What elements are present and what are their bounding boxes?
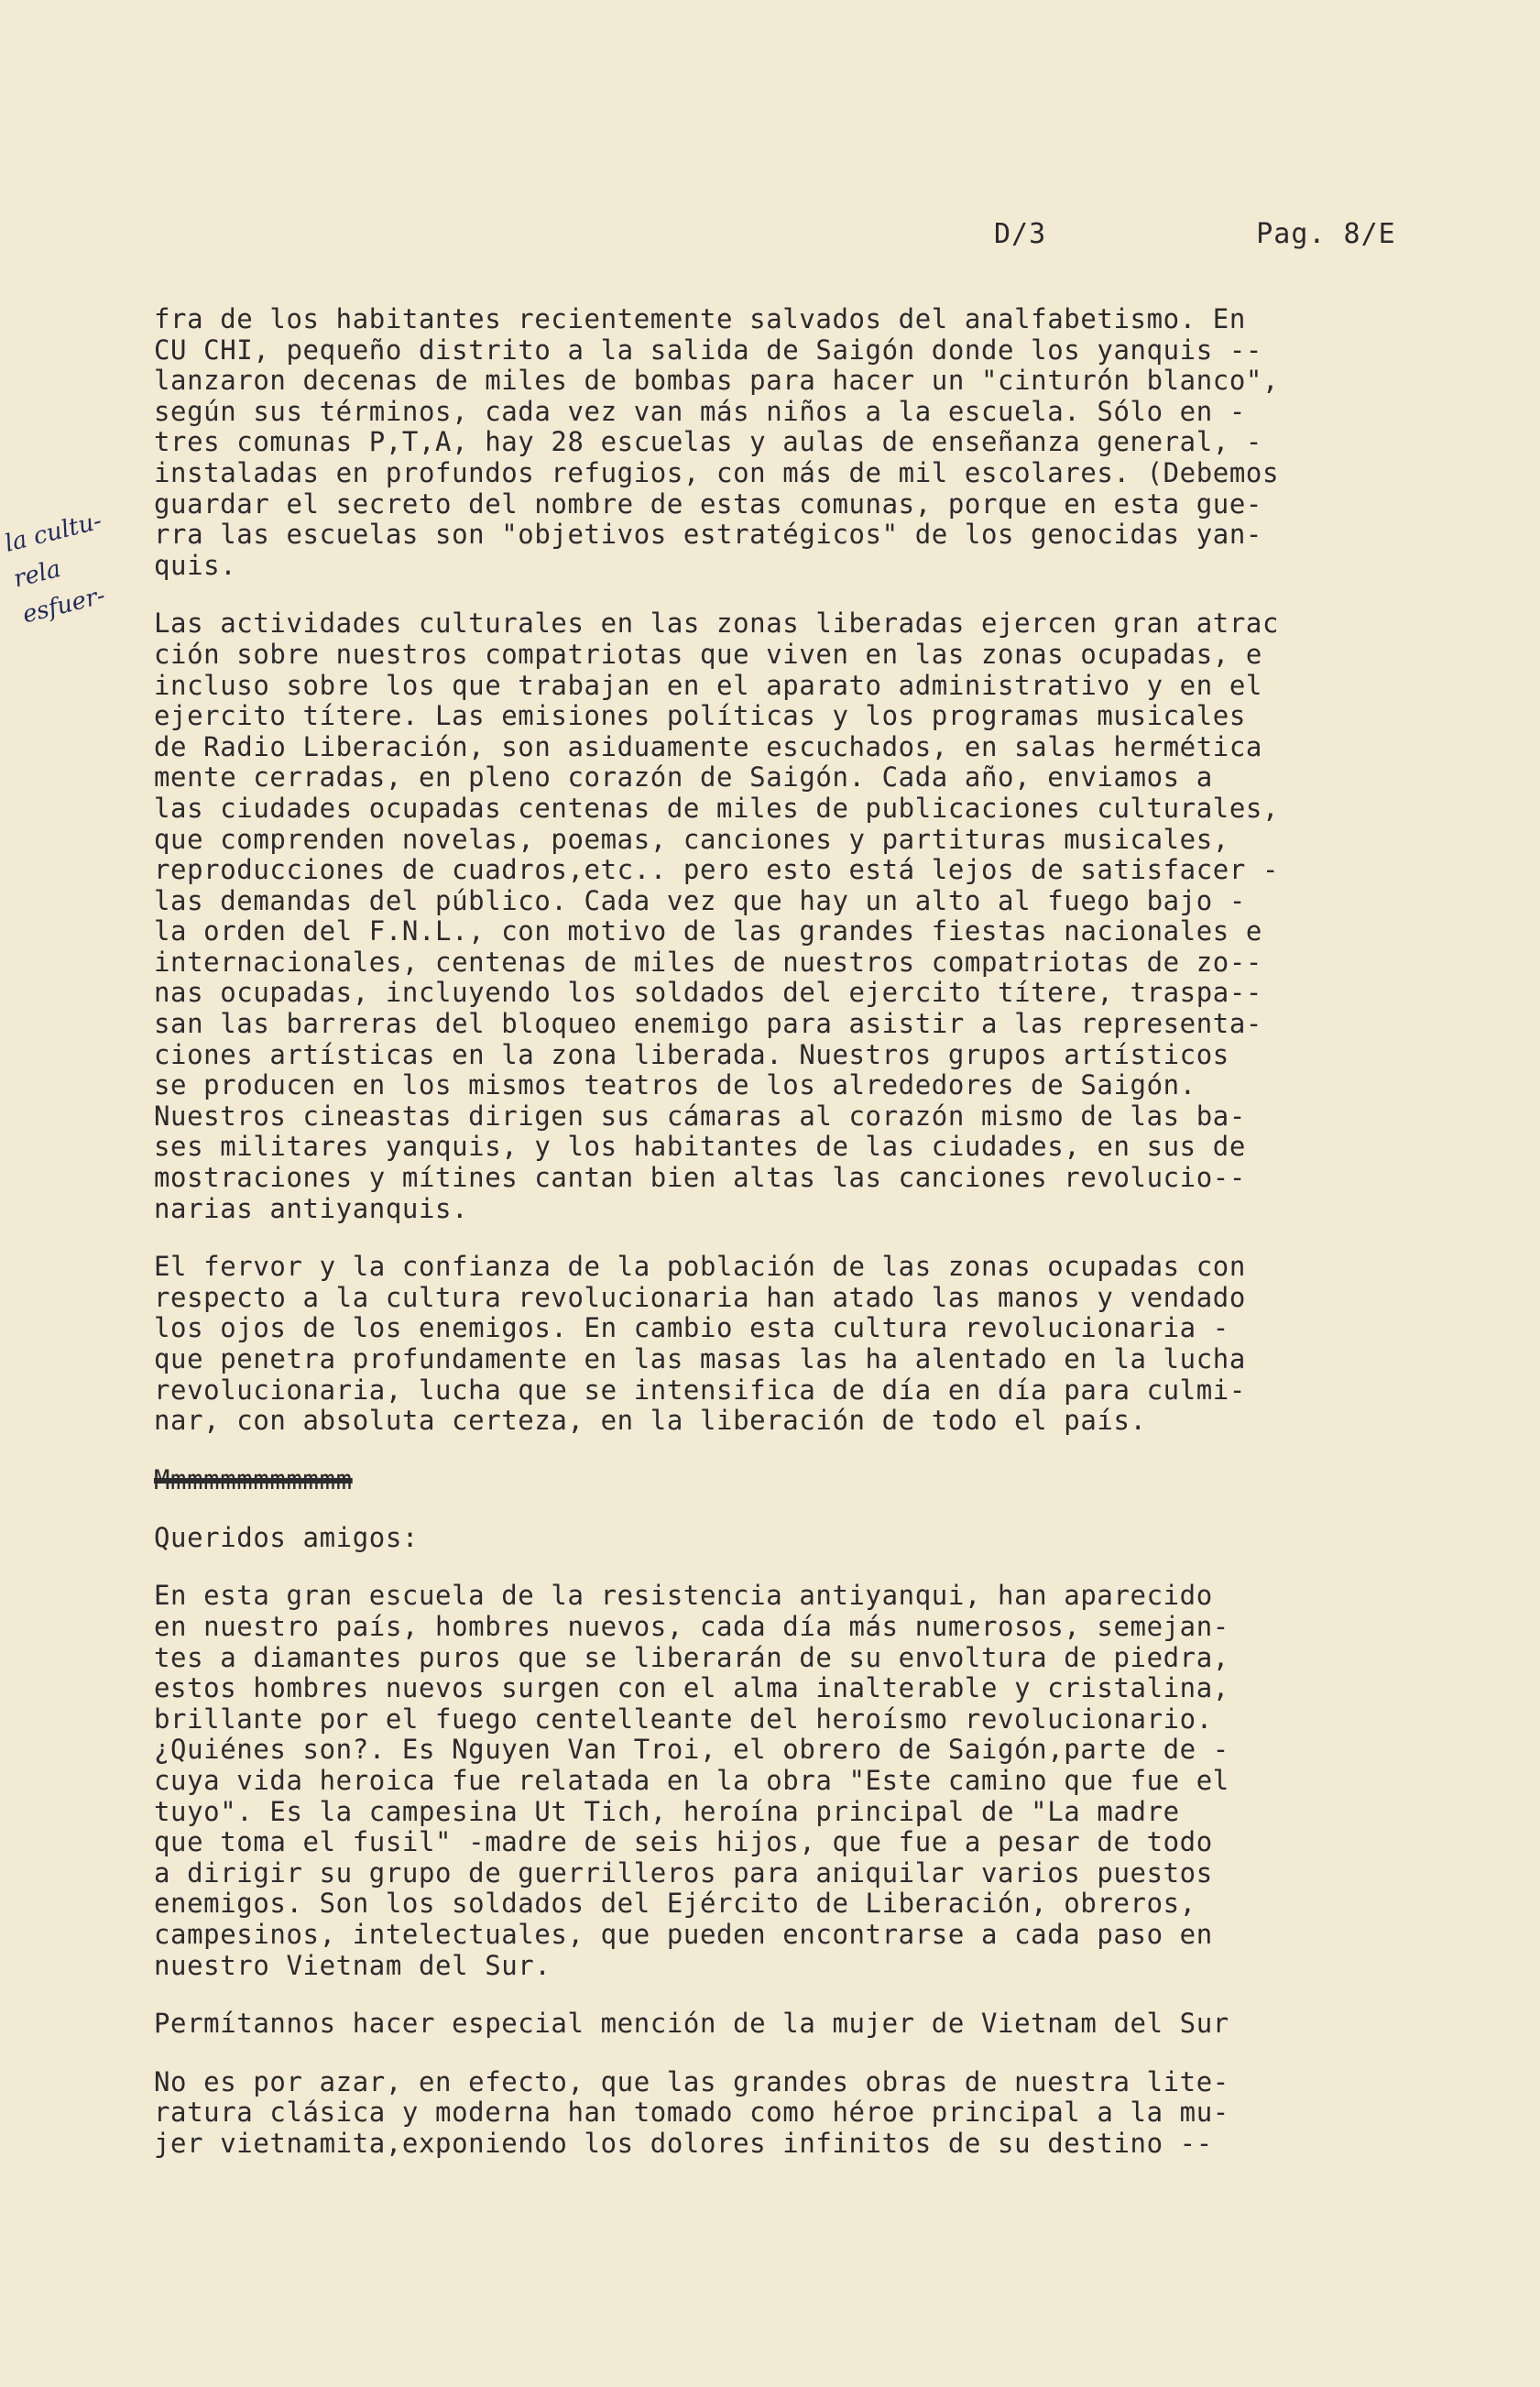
page-number: Pag. 8/E: [1256, 218, 1396, 250]
text-line: san las barreras del bloqueo enemigo para asistir a las representa-: [154, 1008, 1262, 1040]
handwritten-margin-note: la cultu- rela esfuer-: [2, 507, 108, 630]
text-line: las ciudades ocupadas centenas de miles de publicaciones culturales,: [154, 792, 1280, 824]
text-line: brillante por el fuego centelleante del heroísmo revolucionario.: [154, 1703, 1213, 1735]
text-line: que penetra profundamente en las masas las ha alentado en la lucha: [154, 1343, 1246, 1374]
text-line: los ojos de los enemigos. En cambio esta cultura revolucionaria -: [154, 1312, 1229, 1344]
text-line: mostraciones y mítines cantan bien altas las canciones revolucio--: [154, 1162, 1246, 1194]
text-line: cuya vida heroica fue relatada en la obra "Este camino que fue el: [154, 1764, 1229, 1796]
text-line: tres comunas P,T,A, hay 28 escuelas y aulas de enseñanza general, -: [154, 426, 1262, 458]
text-line: en nuestro país, hombres nuevos, cada día más numerosos, semejan-: [154, 1610, 1229, 1642]
salutation: Queridos amigos:: [154, 1521, 419, 1553]
paragraph: [154, 1581, 1436, 1981]
text-line: nuestro Vietnam del Sur.: [154, 1949, 552, 1981]
text-line: lanzaron decenas de miles de bombas para hacer un "cinturón blanco",: [154, 365, 1280, 397]
text-line: nas ocupadas, incluyendo los soldados del ejercito títere, traspa--: [154, 977, 1262, 1009]
text-line: ¿Quiénes son?. Es Nguyen Van Troi, el obrero de Saigón,parte de -: [154, 1734, 1229, 1766]
document-ref: D/3: [994, 218, 1047, 250]
text-line: ratura clásica y moderna han tomado como héroe principal a la mu-: [154, 2097, 1229, 2129]
text-line: Permítannos hacer especial mención de la mujer de Vietnam del Sur: [154, 2008, 1229, 2040]
text-line: según sus términos, cada vez van más niños a la escuela. Sólo en -: [154, 395, 1246, 427]
crossed-out-heading: Mmmmmmmmmmmm: [154, 1463, 353, 1495]
paragraph: [154, 304, 1436, 581]
text-line: ciones artísticas en la zona liberada. Nuestros grupos artísticos: [154, 1038, 1229, 1070]
text-line: En esta gran escuela de la resistencia antiyanqui, han aparecido: [154, 1580, 1213, 1612]
text-line: a dirigir su grupo de guerrilleros para aniquilar varios puestos: [154, 1856, 1213, 1889]
body-part-2: [154, 1581, 1436, 2159]
text-line: ción sobre nuestros compatriotas que viven en las zonas ocupadas, e: [154, 638, 1262, 670]
text-line: se producen en los mismos teatros de los alrededores de Saigón.: [154, 1069, 1196, 1101]
text-line: las demandas del público. Cada vez que hay un alto al fuego bajo -: [154, 884, 1246, 916]
text-line: rra las escuelas son "objetivos estratégicos" de los genocidas yan-: [154, 519, 1262, 551]
paragraph: [154, 2067, 1436, 2160]
text-line: El fervor y la confianza de la población de las zonas ocupadas con: [154, 1251, 1246, 1283]
text-line: de Radio Liberación, son asiduamente escuchados, en salas hermética: [154, 730, 1262, 762]
text-line: Las actividades culturales en las zonas liberadas ejercen gran atrac: [154, 608, 1280, 640]
text-line: incluso sobre los que trabajan en el aparato administrativo y en el: [154, 669, 1262, 701]
text-line: nar, con absoluta certeza, en la liberación de todo el país.: [154, 1405, 1147, 1437]
text-line: revolucionaria, lucha que se intensifica de día en día para culmi-: [154, 1374, 1246, 1406]
page-header: [994, 218, 1396, 250]
text-line: ejercito títere. Las emisiones políticas y los programas musicales: [154, 700, 1246, 732]
text-line: internacionales, centenas de miles de nuestros compatriotas de zo--: [154, 946, 1262, 978]
text-line: mente cerradas, en pleno corazón de Saigón. Cada año, enviamos a: [154, 761, 1213, 794]
text-line: No es por azar, en efecto, que las grandes obras de nuestra lite-: [154, 2065, 1229, 2097]
text-line: tes a diamantes puros que se liberarán de su envoltura de piedra,: [154, 1641, 1229, 1673]
text-line: quis.: [154, 549, 237, 581]
text-line: ses militares yanquis, y los habitantes de las ciudades, en sus de: [154, 1131, 1246, 1163]
text-line: respecto a la cultura revolucionaria han atado las manos y vendado: [154, 1281, 1246, 1313]
text-line: que comprenden novelas, poemas, canciones y partituras musicales,: [154, 823, 1229, 855]
text-line: CU CHI, pequeño distrito a la salida de Saigón donde los yanquis --: [154, 334, 1262, 366]
text-line: instaladas en profundos refugios, con más de mil escolares. (Debemos: [154, 456, 1280, 488]
paragraph: [154, 2009, 1436, 2040]
text-line: reproducciones de cuadros,etc.. pero esto está lejos de satisfacer -: [154, 854, 1280, 886]
text-line: que toma el fusil" -madre de seis hijos, que fue a pesar de todo: [154, 1826, 1213, 1858]
text-line: fra de los habitantes recientemente salvados del analfabetismo. En: [154, 303, 1246, 334]
text-line: narias antiyanquis.: [154, 1192, 469, 1224]
text-line: jer vietnamita,exponiendo los dolores infinitos de su destino --: [154, 2127, 1213, 2159]
paragraph: [154, 608, 1436, 1224]
text-line: Nuestros cineastas dirigen sus cámaras al corazón mismo de las ba-: [154, 1100, 1246, 1132]
text-line: la orden del F.N.L., con motivo de las grandes fiestas nacionales e: [154, 915, 1262, 947]
text-line: enemigos. Son los soldados del Ejército de Liberación, obreros,: [154, 1888, 1196, 1920]
text-line: guardar el secreto del nombre de estas comunas, porque en esta gue-: [154, 487, 1262, 520]
text-line: campesinos, intelectuales, que pueden encontrarse a cada paso en: [154, 1918, 1213, 1950]
body-part-1: [154, 304, 1436, 1437]
document-body: [154, 304, 1436, 2186]
text-line: tuyo". Es la campesina Ut Tich, heroína principal de "La madre: [154, 1795, 1180, 1827]
paragraph: [154, 1252, 1436, 1437]
text-line: estos hombres nuevos surgen con el alma inalterable y cristalina,: [154, 1672, 1229, 1704]
